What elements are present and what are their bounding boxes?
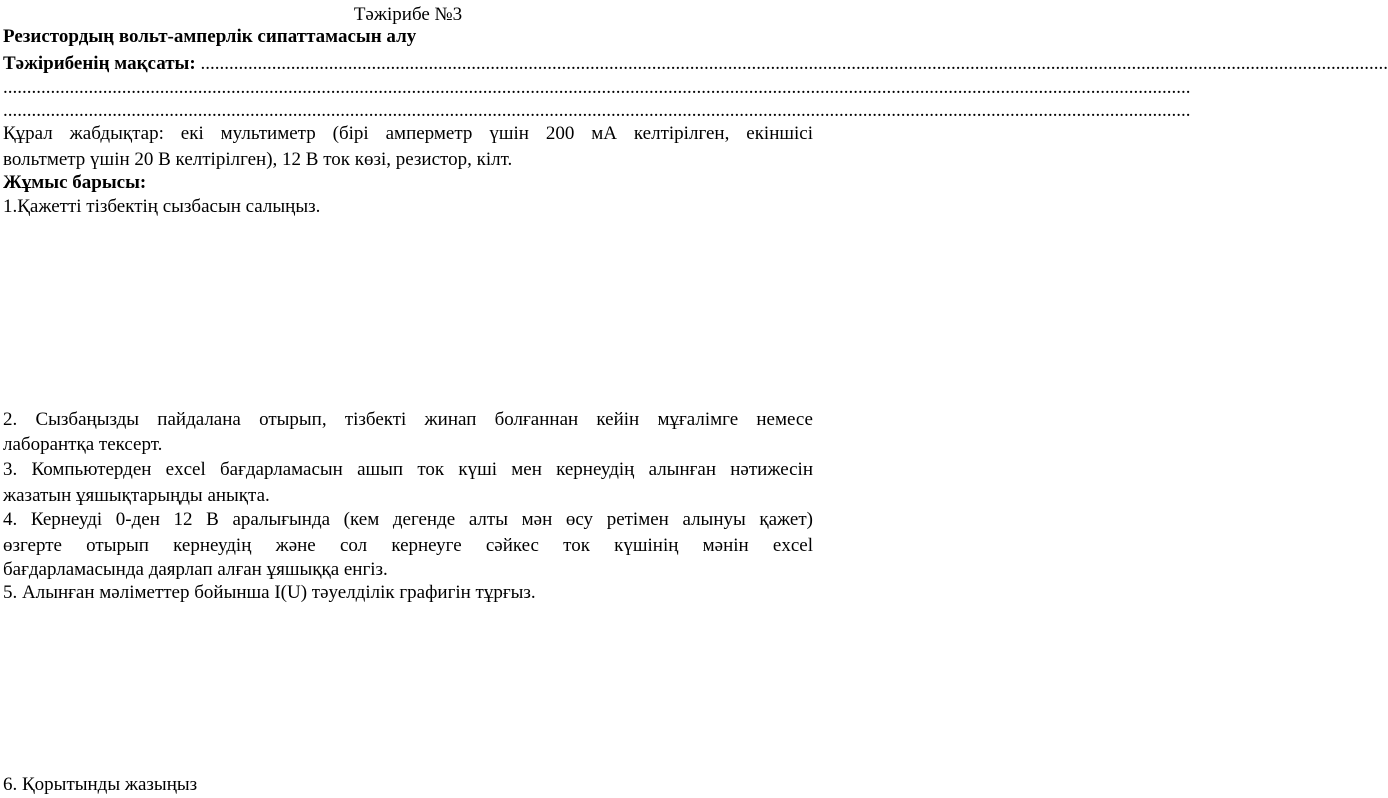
step-4-line-2: өзгерте отырып кернеудің және сол кернеуге сәйкес ток күшінің мәнін excel bbox=[3, 535, 813, 556]
step-6: 6. Қорытынды жазыңыз bbox=[3, 774, 198, 795]
step-2-line-2: лаборантқа тексерт. bbox=[3, 434, 163, 455]
equipment-line-2: вольтметр үшін 20 В келтірілген), 12 В ток көзі, резистор, кілт. bbox=[3, 149, 513, 170]
step-3-line-2: жазатын ұяшықтарыңды анықта. bbox=[3, 485, 270, 506]
step-1: 1.Қажетті тізбектің сызбасын салыңыз. bbox=[3, 196, 321, 217]
step-5: 5. Алынған мәліметтер бойынша I(U) тәуелділік графигін тұрғыз. bbox=[3, 582, 536, 603]
step-3-line-1: 3. Компьютерден excel бағдарламасын ашып ток күші мен кернеудің алынған нәтижесін bbox=[3, 459, 813, 480]
aim-line bbox=[3, 51, 1388, 77]
aim-dots: .......................................................................................................................................................................................................................................................... bbox=[200, 53, 1388, 74]
step-4-line-3: бағдарламасында даярлап алған ұяшыққа енгіз. bbox=[3, 559, 388, 580]
aim-dots-line-3: .......................................................................................................................................................................................................................................................... bbox=[3, 100, 1191, 121]
aim-label: Тәжірибенің мақсаты: bbox=[3, 53, 196, 74]
procedure-heading: Жұмыс барысы: bbox=[3, 172, 147, 193]
step-2-line-1: 2. Сызбаңызды пайдалана отырып, тізбекті жинап болғаннан кейін мұғалімге немесе bbox=[3, 409, 813, 430]
experiment-subject: Резистордың вольт-амперлік сипаттамасын алу bbox=[3, 26, 417, 47]
aim-dots-line-2: .......................................................................................................................................................................................................................................................... bbox=[3, 77, 1191, 98]
document-title: Тәжірибе №3 bbox=[353, 4, 463, 25]
equipment-line-1: Құрал жабдықтар: екі мультиметр (бірі амперметр үшін 200 мА келтірілген, екіншісі bbox=[3, 123, 813, 144]
step-4-line-1: 4. Кернеуді 0-ден 12 В аралығында (кем дегенде алты мән өсу ретімен алынуы қажет) bbox=[3, 509, 813, 530]
